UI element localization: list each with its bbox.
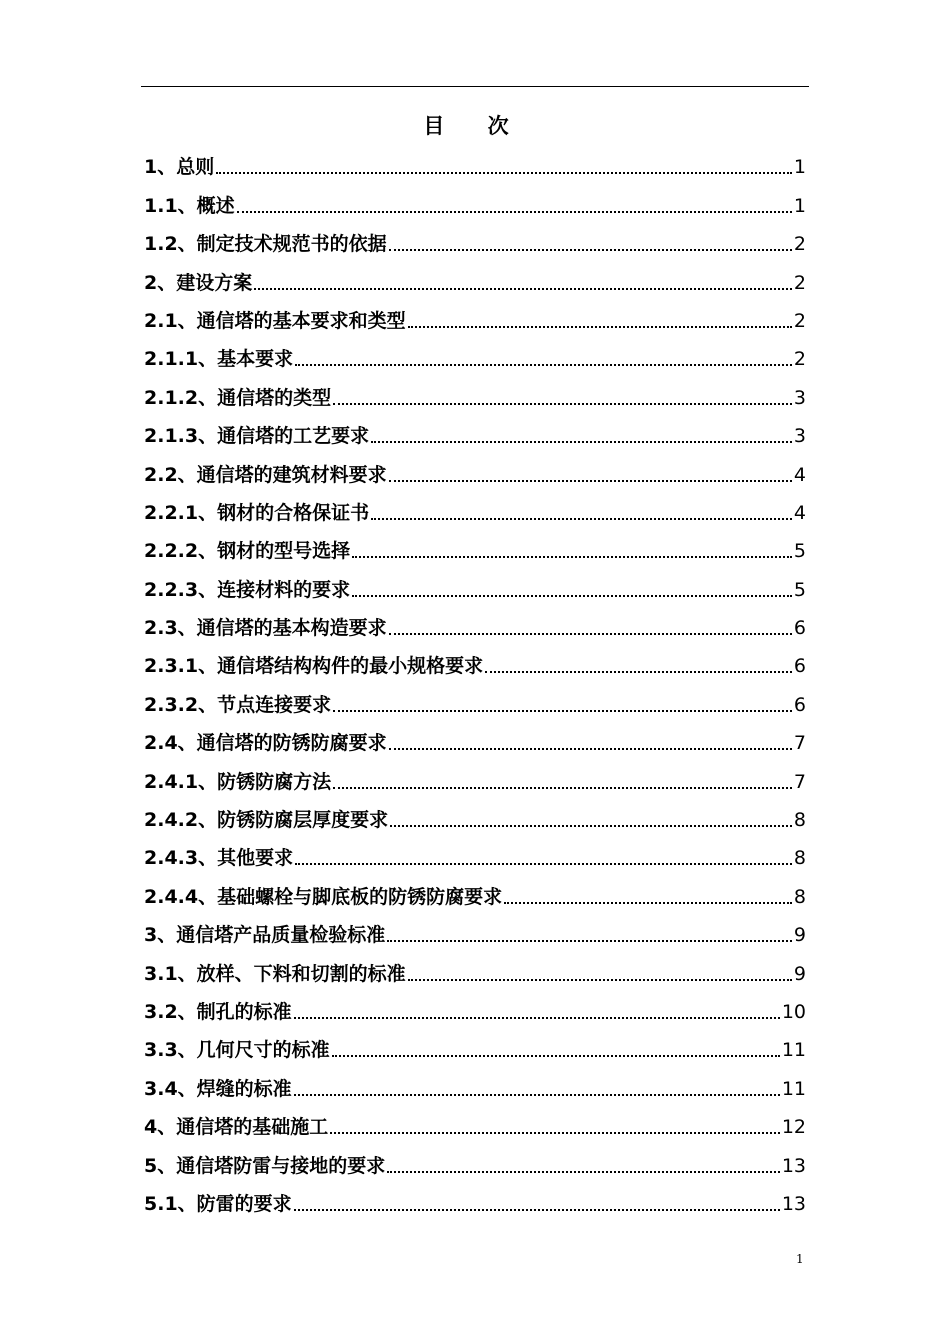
toc-dot-leader [295,863,792,865]
toc-entry[interactable] [144,146,806,184]
toc-entry-page: 13 [781,1192,806,1215]
toc-entry[interactable] [144,184,806,222]
toc-entry[interactable] [144,760,806,798]
toc-entry-page: 6 [793,655,806,678]
toc-entry-label: 3.2、制孔的标准 [144,1000,292,1023]
toc-entry[interactable] [144,607,806,645]
toc-entry-label: 2.4.2、防锈防腐层厚度要求 [144,809,389,832]
toc-entry[interactable] [144,568,806,606]
toc-entry[interactable] [144,1067,806,1105]
toc-dot-leader [352,556,792,558]
toc-entry-page: 1 [793,156,806,179]
toc-entry[interactable] [144,261,806,299]
toc-entry-label: 3.3、几何尺寸的标准 [144,1039,330,1062]
toc-entry-page: 2 [793,309,806,332]
toc-entry-page: 2 [793,348,806,371]
toc-dot-leader [504,902,792,904]
toc-entry-page: 3 [793,425,806,448]
toc-entry-page: 8 [793,847,806,870]
toc-dot-leader [333,403,792,405]
toc-entry[interactable] [144,223,806,261]
toc-entry[interactable] [144,645,806,683]
toc-entry-label: 1、总则 [144,156,215,179]
toc-dot-leader [333,787,792,789]
toc-entry-label: 3.4、焊缝的标准 [144,1077,292,1100]
toc-dot-leader [371,441,792,443]
toc-entry-label: 2.4、通信塔的防锈防腐要求 [144,732,387,755]
page-number: 1 [796,1252,804,1266]
toc-entry-label: 2.4.4、基础螺栓与脚底板的防锈防腐要求 [144,885,503,908]
toc-dot-leader [389,249,792,251]
toc-dot-leader [294,1017,780,1019]
toc-entry-page: 12 [781,1116,806,1139]
header-rule [141,86,809,87]
toc-entry-page: 7 [793,770,806,793]
toc-dot-leader [389,748,792,750]
toc-entry-page: 9 [793,962,806,985]
toc-dot-leader [371,518,792,520]
toc-entry-label: 2.2.3、连接材料的要求 [144,578,351,601]
toc-list [144,146,806,1221]
toc-entry[interactable] [144,415,806,453]
toc-entry[interactable] [144,799,806,837]
toc-entry-page: 11 [781,1039,806,1062]
toc-entry-label: 5.1、防雷的要求 [144,1192,292,1215]
toc-entry[interactable] [144,952,806,990]
toc-entry-label: 5、通信塔防雷与接地的要求 [144,1154,386,1177]
toc-entry-label: 3、通信塔产品质量检验标准 [144,924,386,947]
toc-dot-leader [295,364,792,366]
toc-entry[interactable] [144,1106,806,1144]
toc-entry[interactable] [144,453,806,491]
toc-entry-page: 1 [793,194,806,217]
toc-dot-leader [387,940,792,942]
toc-entry-label: 2.4.3、其他要求 [144,847,294,870]
toc-entry-page: 4 [793,463,806,486]
toc-dot-leader [408,979,792,981]
toc-entry-label: 2.3、通信塔的基本构造要求 [144,617,387,640]
toc-entry-label: 2.2、通信塔的建筑材料要求 [144,463,387,486]
toc-entry-page: 6 [793,617,806,640]
toc-entry-page: 2 [793,271,806,294]
toc-entry[interactable] [144,338,806,376]
toc-entry-label: 2.4.1、防锈防腐方法 [144,770,332,793]
toc-dot-leader [330,1132,780,1134]
toc-dot-leader [387,1171,780,1173]
toc-dot-leader [294,1209,780,1211]
toc-entry-label: 4、通信塔的基础施工 [144,1116,329,1139]
toc-entry-page: 2 [793,233,806,256]
toc-entry-page: 3 [793,386,806,409]
toc-entry-page: 8 [793,885,806,908]
toc-entry-page: 6 [793,693,806,716]
toc-entry[interactable] [144,875,806,913]
toc-entry[interactable] [144,492,806,530]
toc-entry-label: 2.1.2、通信塔的类型 [144,386,332,409]
toc-entry-label: 2.1.3、通信塔的工艺要求 [144,425,370,448]
toc-dot-leader [294,1094,780,1096]
toc-dot-leader [333,710,792,712]
toc-dot-leader [237,211,792,213]
toc-entry-label: 2.3.1、通信塔结构构件的最小规格要求 [144,655,484,678]
toc-dot-leader [485,671,792,673]
toc-entry-page: 7 [793,732,806,755]
toc-entry-label: 2.2.1、钢材的合格保证书 [144,501,370,524]
toc-entry-page: 13 [781,1154,806,1177]
toc-dot-leader [389,480,792,482]
toc-entry[interactable] [144,722,806,760]
toc-entry[interactable] [144,991,806,1029]
toc-entry[interactable] [144,1183,806,1221]
toc-entry[interactable] [144,914,806,952]
toc-dot-leader [332,1055,780,1057]
toc-title: 目 次 [423,114,527,138]
toc-entry-page: 4 [793,501,806,524]
toc-entry-page: 5 [793,540,806,563]
toc-entry-label: 2.2.2、钢材的型号选择 [144,540,351,563]
toc-dot-leader [216,172,792,174]
toc-entry-page: 8 [793,809,806,832]
toc-entry-label: 2、建设方案 [144,271,253,294]
toc-entry-label: 2.1.1、基本要求 [144,348,294,371]
toc-entry[interactable] [144,1144,806,1182]
toc-dot-leader [390,825,792,827]
toc-entry-label: 3.1、放样、下料和切割的标准 [144,962,406,985]
toc-entry-label: 1.1、概述 [144,194,235,217]
toc-entry[interactable] [144,1029,806,1067]
toc-dot-leader [389,633,792,635]
toc-entry-label: 2.3.2、节点连接要求 [144,693,332,716]
toc-entry-page: 9 [793,924,806,947]
toc-entry[interactable] [144,530,806,568]
toc-entry[interactable] [144,376,806,414]
toc-entry-label: 1.2、制定技术规范书的依据 [144,233,387,256]
toc-entry[interactable] [144,300,806,338]
toc-entry[interactable] [144,683,806,721]
toc-entry-page: 5 [793,578,806,601]
toc-entry-page: 10 [781,1000,806,1023]
toc-dot-leader [254,288,792,290]
toc-entry-label: 2.1、通信塔的基本要求和类型 [144,309,406,332]
toc-entry-page: 11 [781,1077,806,1100]
toc-entry[interactable] [144,837,806,875]
toc-dot-leader [408,326,792,328]
toc-dot-leader [352,595,792,597]
